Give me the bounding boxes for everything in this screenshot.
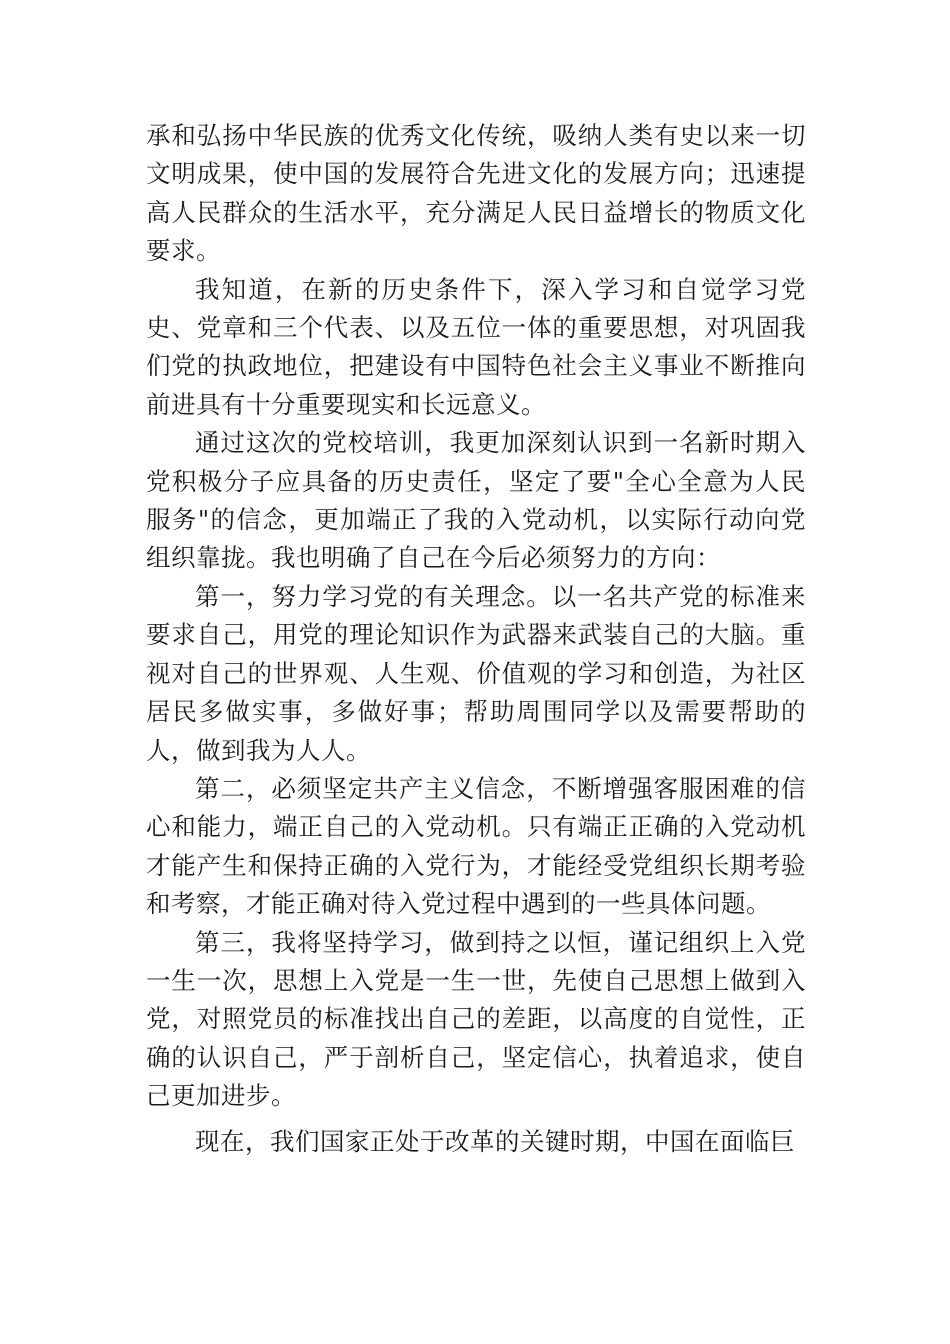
paragraph-continued: 承和弘扬中华民族的优秀文化传统，吸纳人类有史以来一切文明成果，使中国的发展符合先进文化的发展方向；迅速提高人民群众的生活水平，充分满足人民日益增长的物质文化要求。 [146, 121, 806, 266]
paragraph-second-point: 第二，必须坚定共产主义信念，不断增强客服困难的信心和能力，端正自己的入党动机。只有端正正确的入党动机才能产生和保持正确的入党行为，才能经受党组织长期考验和考察，才能正确对待入党过程中遇到的一些具体问题。 [146, 773, 806, 919]
paragraph-history-conditions: 我知道，在新的历史条件下，深入学习和自觉学习党史、党章和三个代表、以及五位一体的重要思想，对巩固我们党的执政地位，把建设有中国特色社会主义事业不断推向前进具有十分重要现实和长远意义。 [146, 274, 806, 419]
paragraph-party-school-training: 通过这次的党校培训，我更加深刻认识到一名新时期入党积极分子应具备的历史责任，坚定了要"全心全意为人民服务"的信念，更加端正了我的入党动机，以实际行动向党组织靠拢。我也明确了自己在今后必须努力的方向： [146, 428, 806, 573]
document-body [146, 117, 806, 1116]
paragraph-first-point: 第一，努力学习党的有关理念。以一名共产党的标准来要求自己，用党的理论知识作为武器来武装自己的大脑。重视对自己的世界观、人生观、价值观的学习和创造，为社区居民多做实事，多做好事；帮助周围同学以及需要帮助的人，做到我为人人。 [146, 581, 806, 765]
paragraph-third-point: 第三，我将坚持学习，做到持之以恒，谨记组织上入党一生一次，思想上入党是一生一世，先使自己思想上做到入党，对照党员的标准找出自己的差距，以高度的自觉性，正确的认识自己，严于剖析自己，坚定信心，执着追求，使自己更加进步。 [146, 927, 806, 1111]
document-body-continued [146, 1123, 806, 1161]
paragraph-current-period: 现在，我们国家正处于改革的关键时期，中国在面临巨 [195, 1127, 795, 1156]
